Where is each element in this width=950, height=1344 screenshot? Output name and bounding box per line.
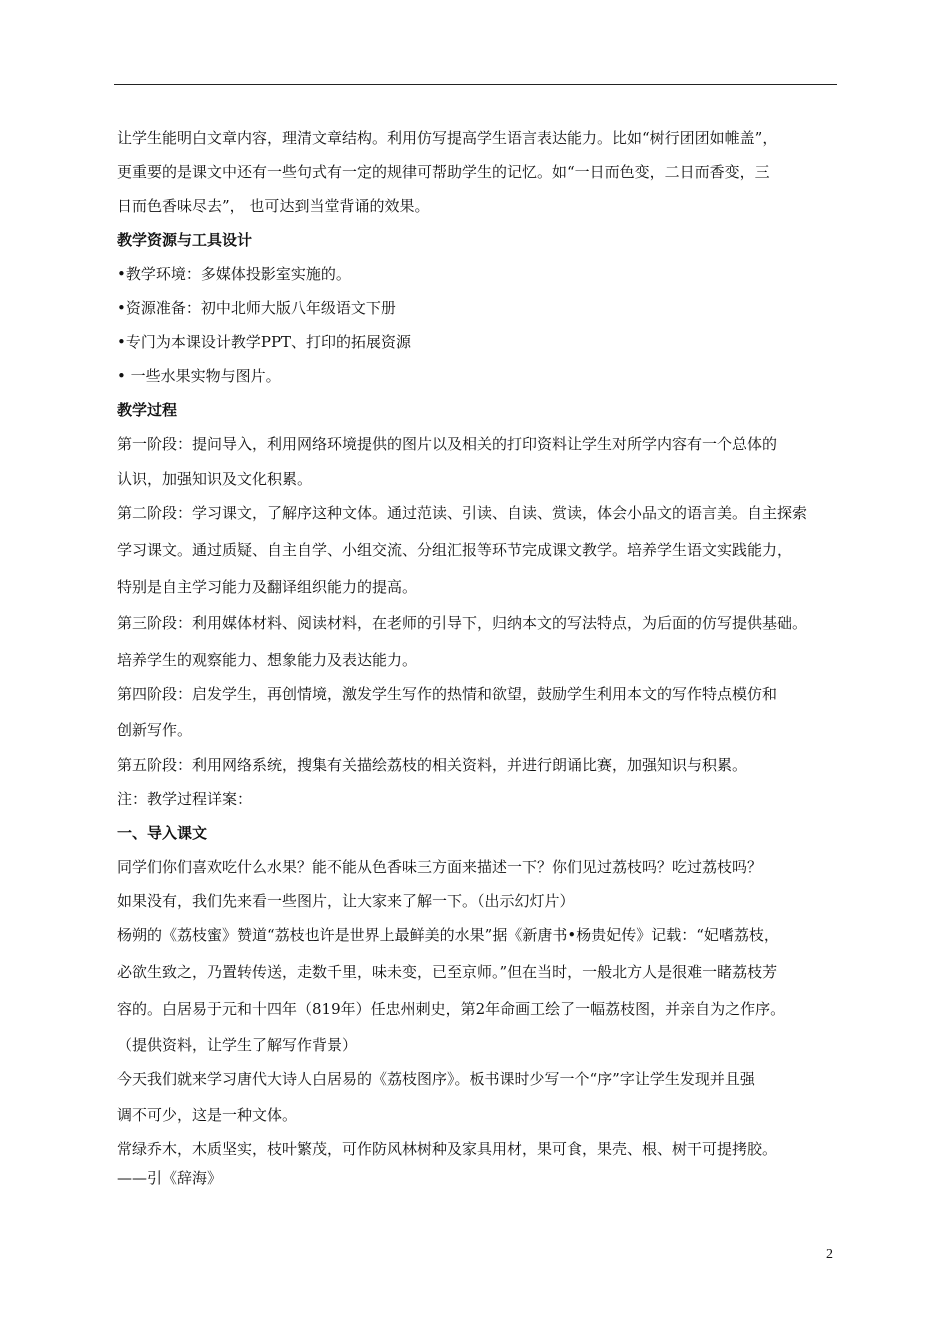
section-heading-process: 教学过程 — [117, 401, 178, 419]
body-line: 必欲生致之，乃置转传送，走数千里，味未变，已至京师。”但在当时，一般北方人是很难一睹荔枝芳 — [117, 963, 778, 981]
body-line: 学习课文。通过质疑、自主自学、小组交流、分组汇报等环节完成课文教学。培养学生语文实践能力， — [117, 541, 793, 559]
body-line: 如果没有，我们先来看一些图片，让大家来了解一下。（出示幻灯片） — [117, 892, 575, 910]
page-number: 2 — [826, 1247, 833, 1262]
body-line: 同学们你们喜欢吃什么水果？能不能从色香味三方面来描述一下？你们见过荔枝吗？吃过荔枝吗？ — [117, 858, 763, 876]
body-line: 更重要的是课文中还有一些句式有一定的规律可帮助学生的记忆。如“一日而色变，二日而香变，三 — [117, 163, 770, 181]
body-line: 第一阶段：提问导入，利用网络环境提供的图片以及相关的打印资料让学生对所学内容有一个总体的 — [117, 435, 778, 453]
body-line: 让学生能明白文章内容，理清文章结构。利用仿写提高学生语言表达能力。比如“树行团团如帷盖”， — [117, 129, 778, 147]
bullet-item: •教学环境：多媒体投影室实施的。 — [117, 265, 351, 283]
header-rule — [114, 84, 837, 85]
body-line: 注：教学过程详案： — [117, 790, 253, 808]
body-line: 第三阶段：利用媒体材料、阅读材料，在老师的引导下，归纳本文的写法特点，为后面的仿写提供基础。 — [117, 614, 808, 632]
bullet-item: •专门为本课设计教学PPT、打印的拓展资源 — [117, 333, 412, 351]
body-line: 第四阶段：启发学生，再创情境，激发学生写作的热情和欲望，鼓励学生利用本文的写作特点模仿和 — [117, 685, 778, 703]
body-line: 常绿乔木，木质坚实，枝叶繁茂，可作防风林树种及家具用材，果可食，果壳、根、树干可提拷胶。 — [117, 1140, 778, 1158]
body-line: 第二阶段：学习课文，了解序这种文体。通过范读、引读、自读、赏读，体会小品文的语言美。自主探索 — [117, 504, 808, 522]
citation-line: ——引《辞海》 — [117, 1169, 223, 1187]
section-heading-intro: 一、导入课文 — [117, 824, 208, 842]
body-line: 创新写作。 — [117, 721, 193, 739]
body-line: 第五阶段：利用网络系统，搜集有关描绘荔枝的相关资料，并进行朗诵比赛，加强知识与积累。 — [117, 756, 748, 774]
section-heading-resources: 教学资源与工具设计 — [117, 231, 253, 249]
body-line: 今天我们就来学习唐代大诗人白居易的《荔枝图序》。板书课时少写一个“序”字让学生发现并且强 — [117, 1070, 755, 1088]
body-line: 容的。白居易于元和十四年（819年）任忠州刺史，第2年命画工绘了一幅荔枝图，并亲自为之作序。 — [117, 1000, 786, 1018]
body-line: （提供资料，让学生了解写作背景） — [117, 1036, 358, 1054]
body-line: 培养学生的观察能力、想象能力及表达能力。 — [117, 651, 418, 669]
body-line: 日而色香味尽去”， 也可达到当堂背诵的效果。 — [117, 197, 430, 215]
body-line: 特别是自主学习能力及翻译组织能力的提高。 — [117, 578, 418, 596]
body-line: 杨朔的《荔枝蜜》赞道“荔枝也许是世界上最鲜美的水果”据《新唐书•杨贵妃传》记载：“妃嗜荔枝， — [117, 926, 779, 944]
body-line: 调不可少，这是一种文体。 — [117, 1106, 298, 1124]
bullet-item: •资源准备：初中北师大版八年级语文下册 — [117, 299, 396, 317]
bullet-item: • 一些水果实物与图片。 — [117, 367, 281, 385]
body-line: 认识，加强知识及文化积累。 — [117, 470, 313, 488]
